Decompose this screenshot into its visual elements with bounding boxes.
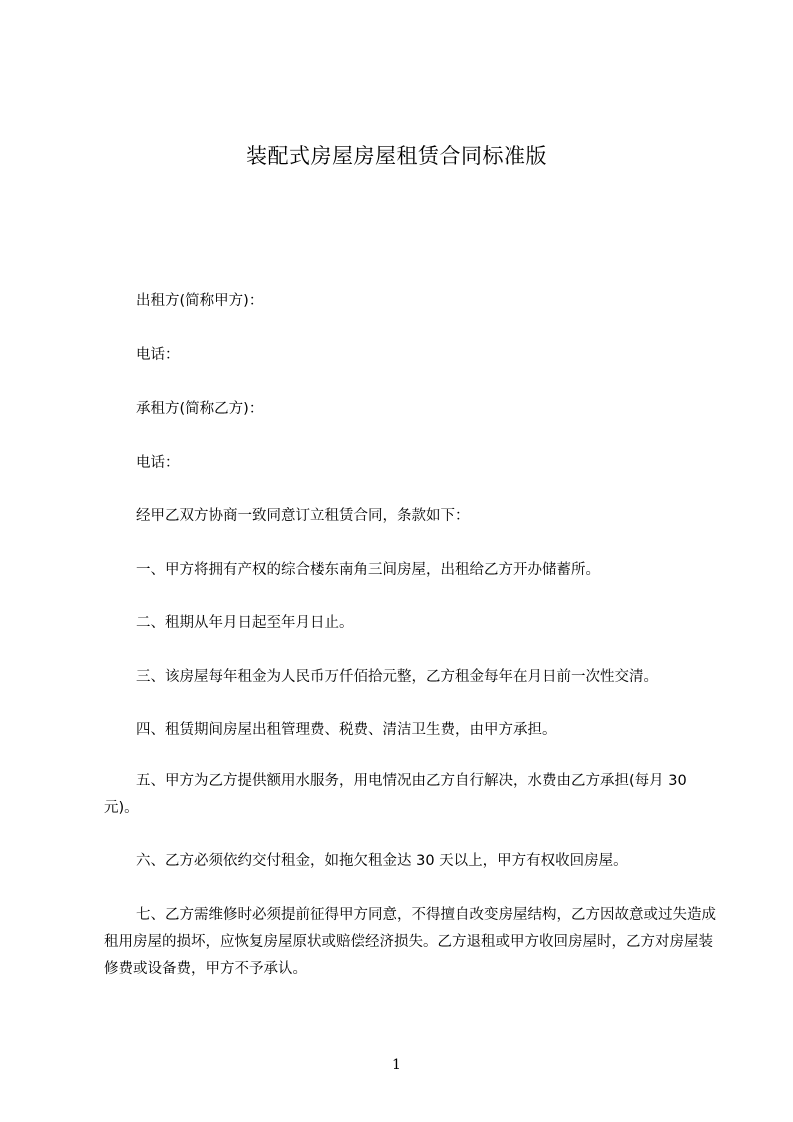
page-number: 1 xyxy=(392,1057,401,1073)
lessee-phone-line: 电话： xyxy=(136,455,180,471)
clause-4: 四、租赁期间房屋出租管理费、税费、清洁卫生费，由甲方承担。 xyxy=(136,722,557,738)
lessor-line: 出租方(简称甲方)： xyxy=(136,293,264,309)
clause-3: 三、该房屋每年租金为人民币万仟佰拾元整，乙方租金每年在月日前一次性交清。 xyxy=(136,669,658,685)
clause-1: 一、甲方将拥有产权的综合楼东南角三间房屋，出租给乙方开办储蓄所。 xyxy=(136,562,600,578)
clause-7: 七、乙方需维修时必须提前征得甲方同意，不得擅自改变房屋结构，乙方因故意或过失造成租用房屋的损坏，应恢复房屋原状或赔偿经济损失。乙方退租或甲方收回房屋时，乙方对房屋装修费或设备费，甲方不予承认。 xyxy=(104,907,716,977)
clause-6: 六、乙方必须依约交付租金，如拖欠租金达 30 天以上，甲方有权收回房屋。 xyxy=(136,853,628,869)
clause-5: 五、甲方为乙方提供额用水服务，用电情况由乙方自行解决，水费由乙方承担(每月 30 元)。 xyxy=(104,773,687,816)
agreement-intro: 经甲乙双方协商一致同意订立租赁合同，条款如下： xyxy=(136,508,470,524)
document-title: 装配式房屋房屋租赁合同标准版 xyxy=(246,144,547,168)
lessor-phone-line: 电话： xyxy=(136,347,180,363)
clause-2: 二、租期从年月日起至年月日止。 xyxy=(136,615,354,631)
lessee-line: 承租方(简称乙方)： xyxy=(136,401,264,417)
